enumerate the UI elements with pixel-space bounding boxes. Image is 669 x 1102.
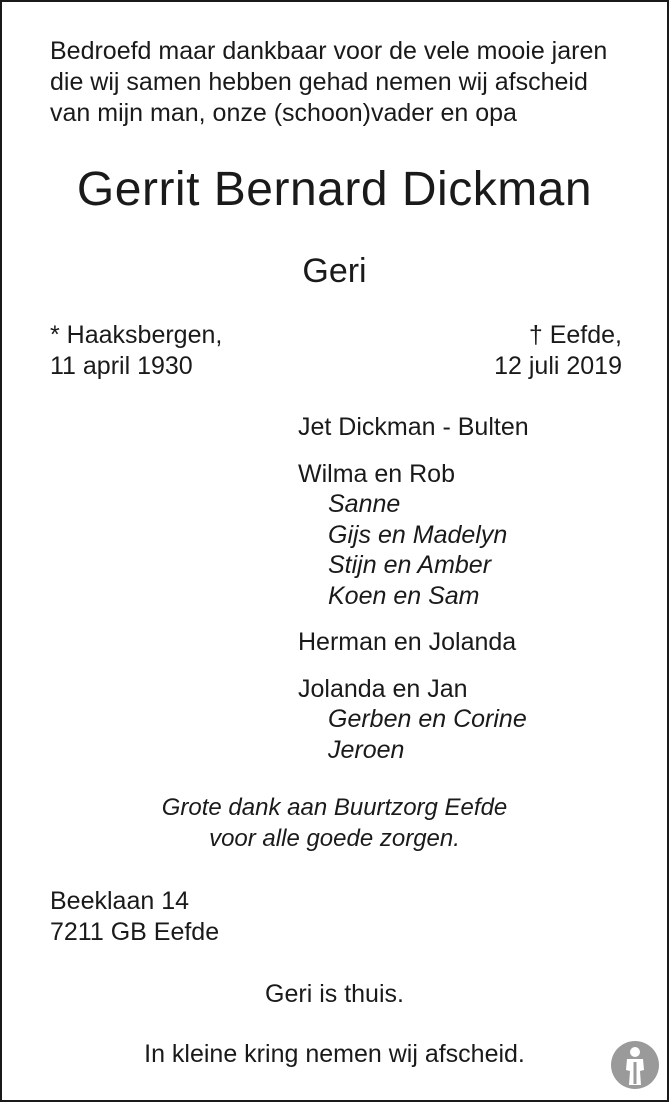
- address-block: [50, 886, 219, 948]
- thanks-text: [2, 792, 667, 854]
- deceased-name: Gerrit Bernard Dickman: [76, 163, 593, 216]
- grandchild: Jeroen: [328, 735, 405, 764]
- grandchild: Gijs en Madelyn: [328, 520, 508, 549]
- grandchild: Sanne: [328, 490, 401, 518]
- family-member: Wilma en Rob: [298, 459, 455, 488]
- memorial-figure-icon: [610, 1040, 660, 1090]
- intro-line: Bedroefd maar dankbaar voor de vele mooie jaren: [50, 37, 608, 65]
- intro-line: die wij samen hebben gehad nemen wij afscheid: [50, 68, 588, 96]
- birth-date: 11 april 1930: [50, 352, 193, 380]
- grandchild: Koen en Sam: [328, 581, 480, 610]
- death-info: [494, 320, 622, 382]
- grandchild: Stijn en Amber: [328, 551, 492, 579]
- address-street: Beeklaan 14: [50, 887, 190, 915]
- birth-info: [50, 320, 222, 382]
- family-list: [298, 412, 529, 765]
- intro-line: van mijn man, onze (schoon)vader en opa: [50, 99, 517, 127]
- death-place: † Eefde,: [528, 321, 622, 349]
- death-date: 12 juli 2019: [494, 352, 622, 380]
- birth-place: * Haaksbergen,: [50, 321, 223, 349]
- thanks-line: voor alle goede zorgen.: [209, 825, 460, 852]
- home-note: Geri is thuis.: [265, 980, 404, 1008]
- spouse-name: Jet Dickman - Bulten: [298, 413, 529, 441]
- family-member: Herman en Jolanda: [298, 628, 517, 656]
- address-postal-city: 7211 GB Eefde: [50, 918, 220, 946]
- farewell-note: In kleine kring nemen wij afscheid.: [144, 1040, 525, 1068]
- grandchild: Gerben en Corine: [328, 705, 527, 733]
- deceased-nickname: Geri: [302, 252, 367, 290]
- family-member: Jolanda en Jan: [298, 674, 468, 703]
- thanks-line: Grote dank aan Buurtzorg Eefde: [161, 794, 508, 821]
- intro-text: [50, 36, 607, 129]
